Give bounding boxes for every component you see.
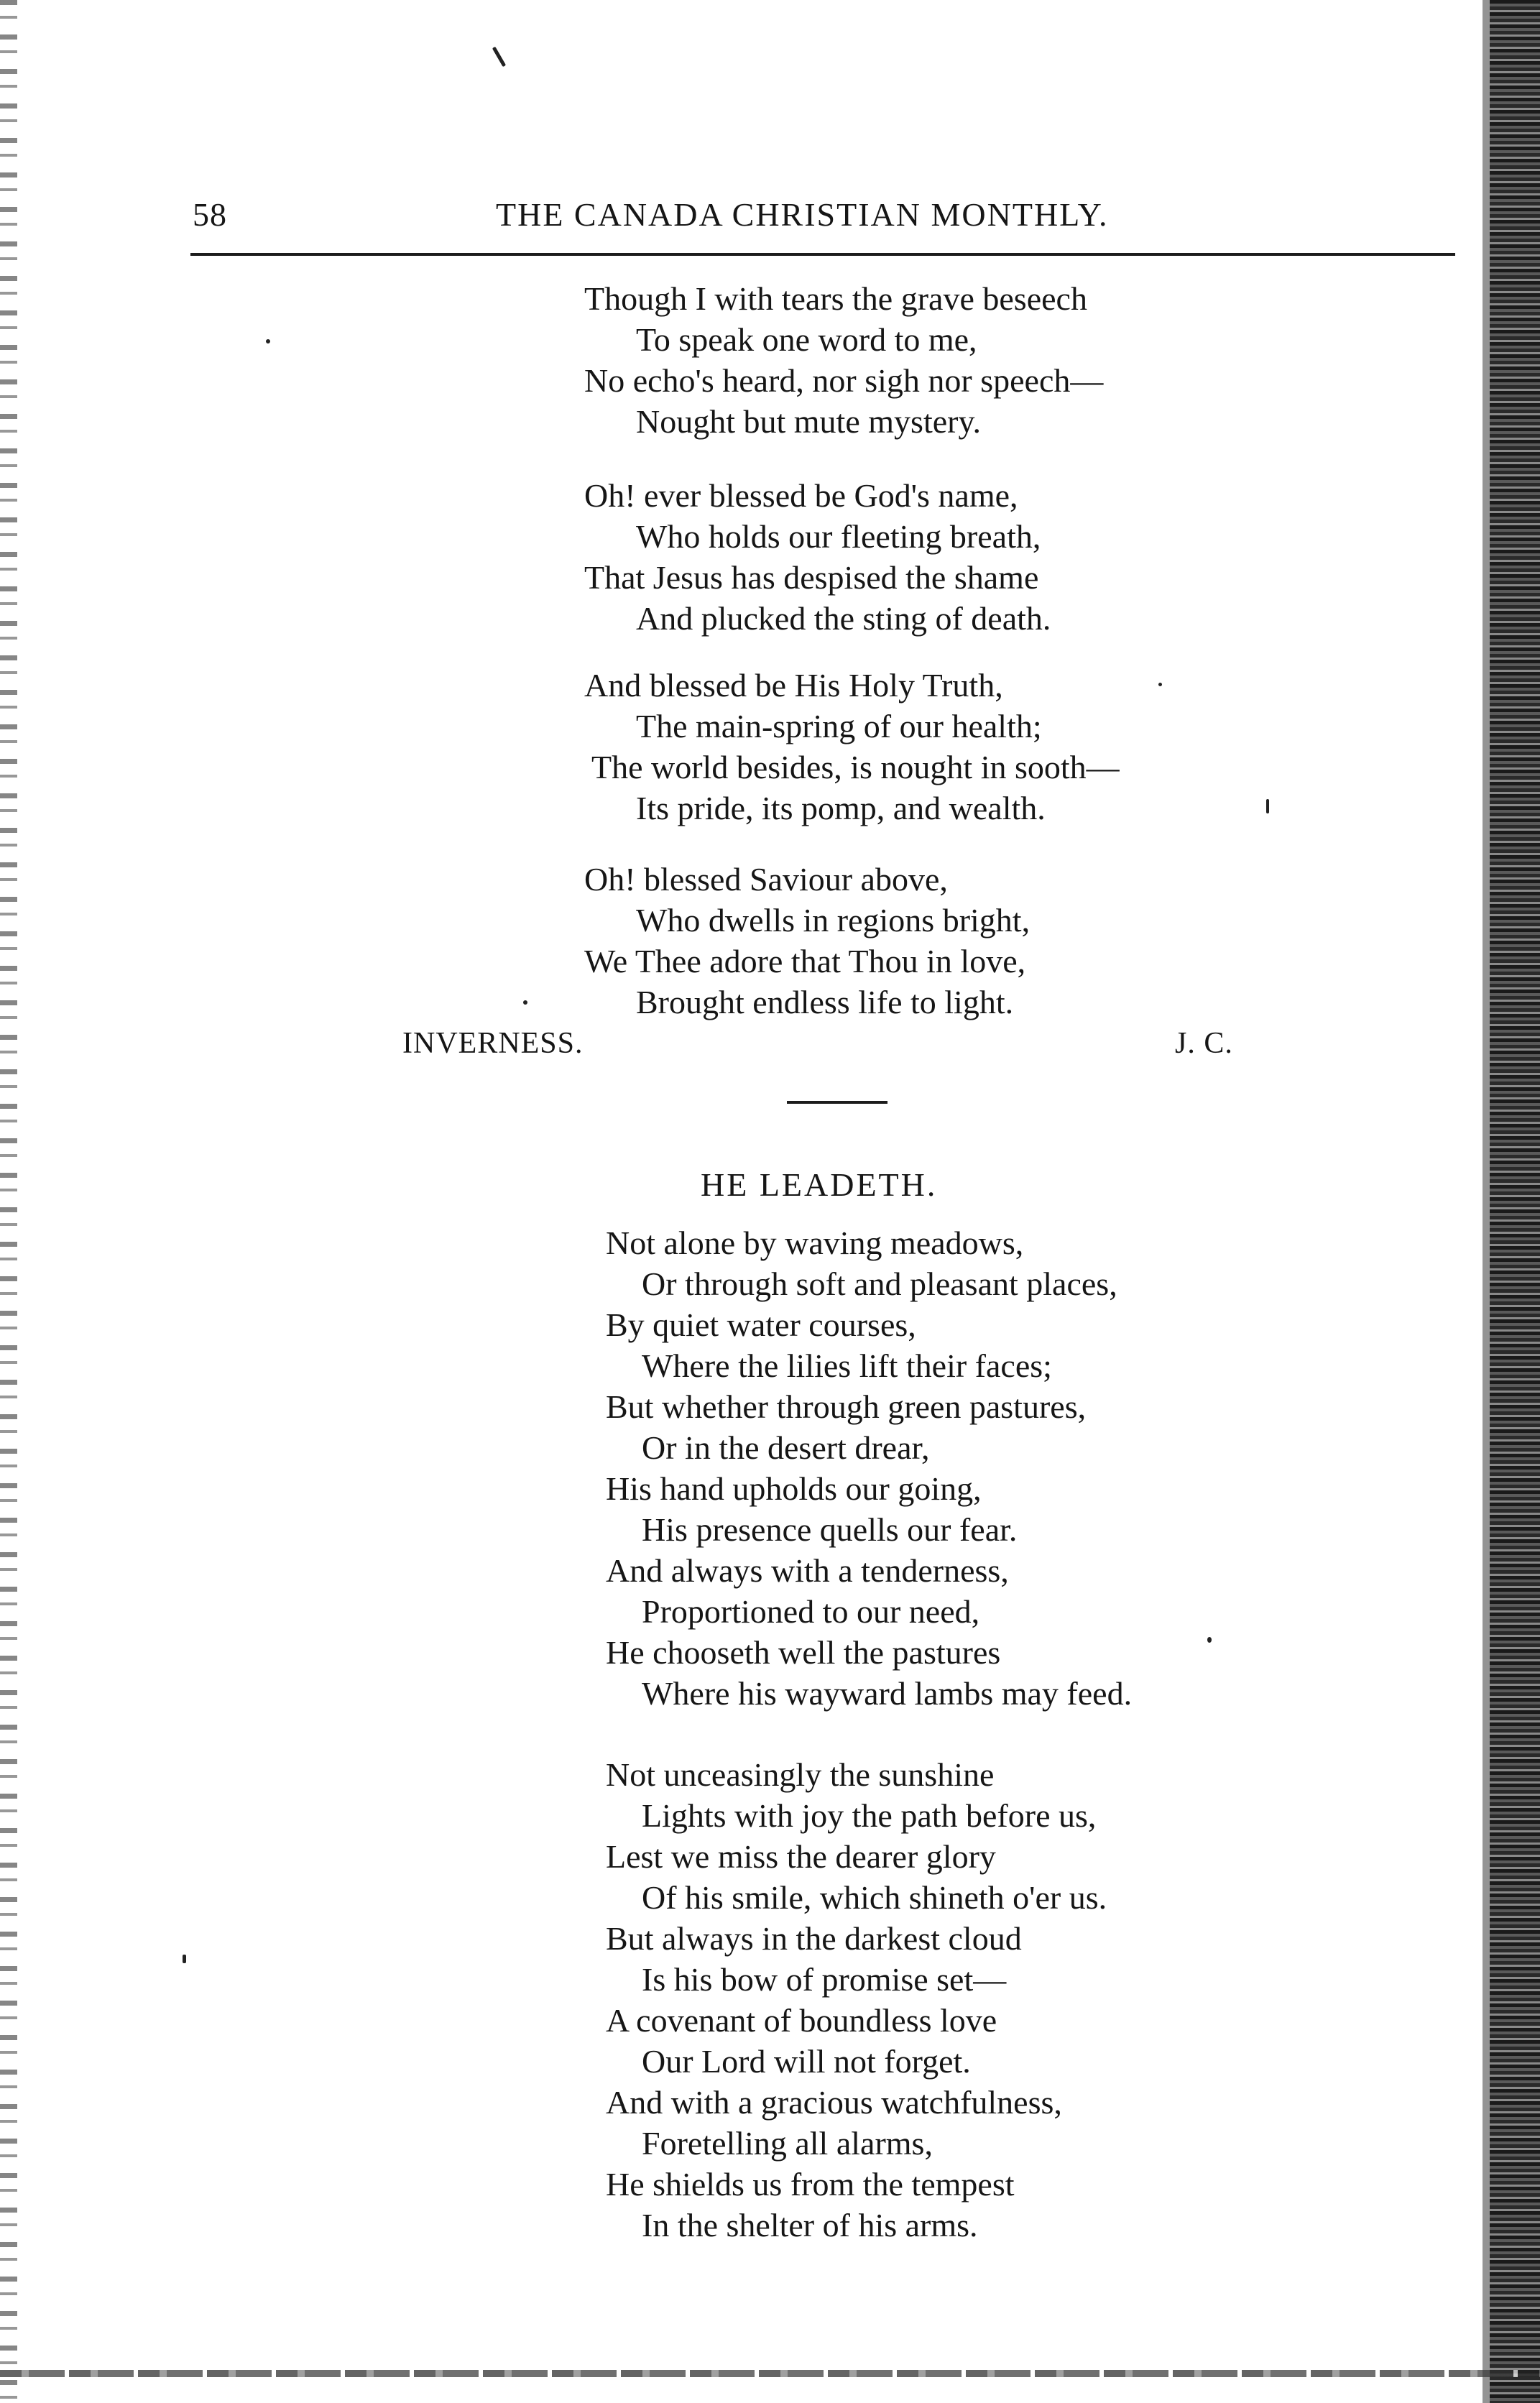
poem-line: His presence quells our fear. (642, 1511, 1018, 1548)
poem-line: Where the lilies lift their faces; (642, 1347, 1052, 1384)
ink-speck (1207, 1637, 1212, 1643)
poem-line: Not unceasingly the sunshine (606, 1756, 995, 1793)
ink-speck (1158, 683, 1162, 686)
poem-line: We Thee adore that Thou in love, (584, 943, 1026, 979)
poem-line: And plucked the sting of death. (636, 600, 1051, 637)
poem-line: Who dwells in regions bright, (636, 902, 1030, 938)
poem-line: Though I with tears the grave beseech (584, 280, 1087, 317)
poem-line: That Jesus has despised the shame (584, 559, 1039, 596)
poem-line: He shields us from the tempest (606, 2166, 1015, 2203)
poem-line: Or through soft and pleasant places, (642, 1265, 1117, 1302)
poem-line: To speak one word to me, (636, 321, 977, 358)
poem-line: A covenant of boundless love (606, 2002, 997, 2039)
poem-line: Foretelling all alarms, (642, 2125, 933, 2162)
poem-line: No echo's heard, nor sigh nor speech— (584, 362, 1104, 399)
poem-line: By quiet water courses, (606, 1306, 916, 1343)
signature-initials: J. C. (1175, 1027, 1233, 1060)
poem-line: And always with a tenderness, (606, 1552, 1009, 1589)
section-separator-rule (787, 1101, 887, 1104)
poem-line: Where his wayward lambs may feed. (642, 1675, 1133, 1712)
ink-speck (1266, 799, 1269, 813)
poem-line: He chooseth well the pastures (606, 1634, 1001, 1671)
poem-title: HE LEADETH. (701, 1166, 938, 1203)
poem-line: Lest we miss the dearer glory (606, 1838, 996, 1875)
poem-line: His hand upholds our going, (606, 1470, 982, 1507)
poem-line: The world besides, is nought in sooth— (591, 749, 1120, 785)
running-header-title: THE CANADA CHRISTIAN MONTHLY. (496, 196, 1109, 233)
ink-speck (183, 1955, 186, 1963)
ink-speck (492, 47, 506, 67)
poem-line: Of his smile, which shineth o'er us. (642, 1879, 1107, 1916)
poem-line: But always in the darkest cloud (606, 1920, 1022, 1957)
poem-line: And with a gracious watchfulness, (606, 2084, 1062, 2121)
ink-speck (523, 1000, 527, 1005)
poem-line: Oh! ever blessed be God's name, (584, 477, 1018, 514)
poem-line: Who holds our fleeting breath, (636, 518, 1041, 555)
poem-line: Lights with joy the path before us, (642, 1797, 1097, 1834)
poem-line: Brought endless life to light. (636, 984, 1014, 1020)
poem-line: The main-spring of our health; (636, 708, 1042, 744)
poem-line: Not alone by waving meadows, (606, 1224, 1024, 1261)
poem-line: And blessed be His Holy Truth, (584, 667, 1003, 704)
page-right-edge (1490, 0, 1540, 2403)
poem-line: Its pride, its pomp, and wealth. (636, 790, 1046, 826)
poem-line: Is his bow of promise set— (642, 1961, 1007, 1998)
poem-line: Oh! blessed Saviour above, (584, 861, 948, 898)
page-bottom-edge (0, 2370, 1540, 2377)
poem-line: Or in the desert drear, (642, 1429, 930, 1466)
header-rule (190, 253, 1455, 256)
poem-line: Our Lord will not forget. (642, 2043, 971, 2080)
page-number: 58 (193, 196, 227, 233)
binding-shadow (1483, 0, 1490, 2403)
poem-line: In the shelter of his arms. (642, 2207, 978, 2243)
poem-line: Nought but mute mystery. (636, 403, 981, 440)
signature-place: INVERNESS. (402, 1027, 584, 1060)
poem-line: Proportioned to our need, (642, 1593, 980, 1630)
poem-line: But whether through green pastures, (606, 1388, 1087, 1425)
ink-speck (266, 339, 270, 343)
page-left-edge (0, 0, 17, 2403)
